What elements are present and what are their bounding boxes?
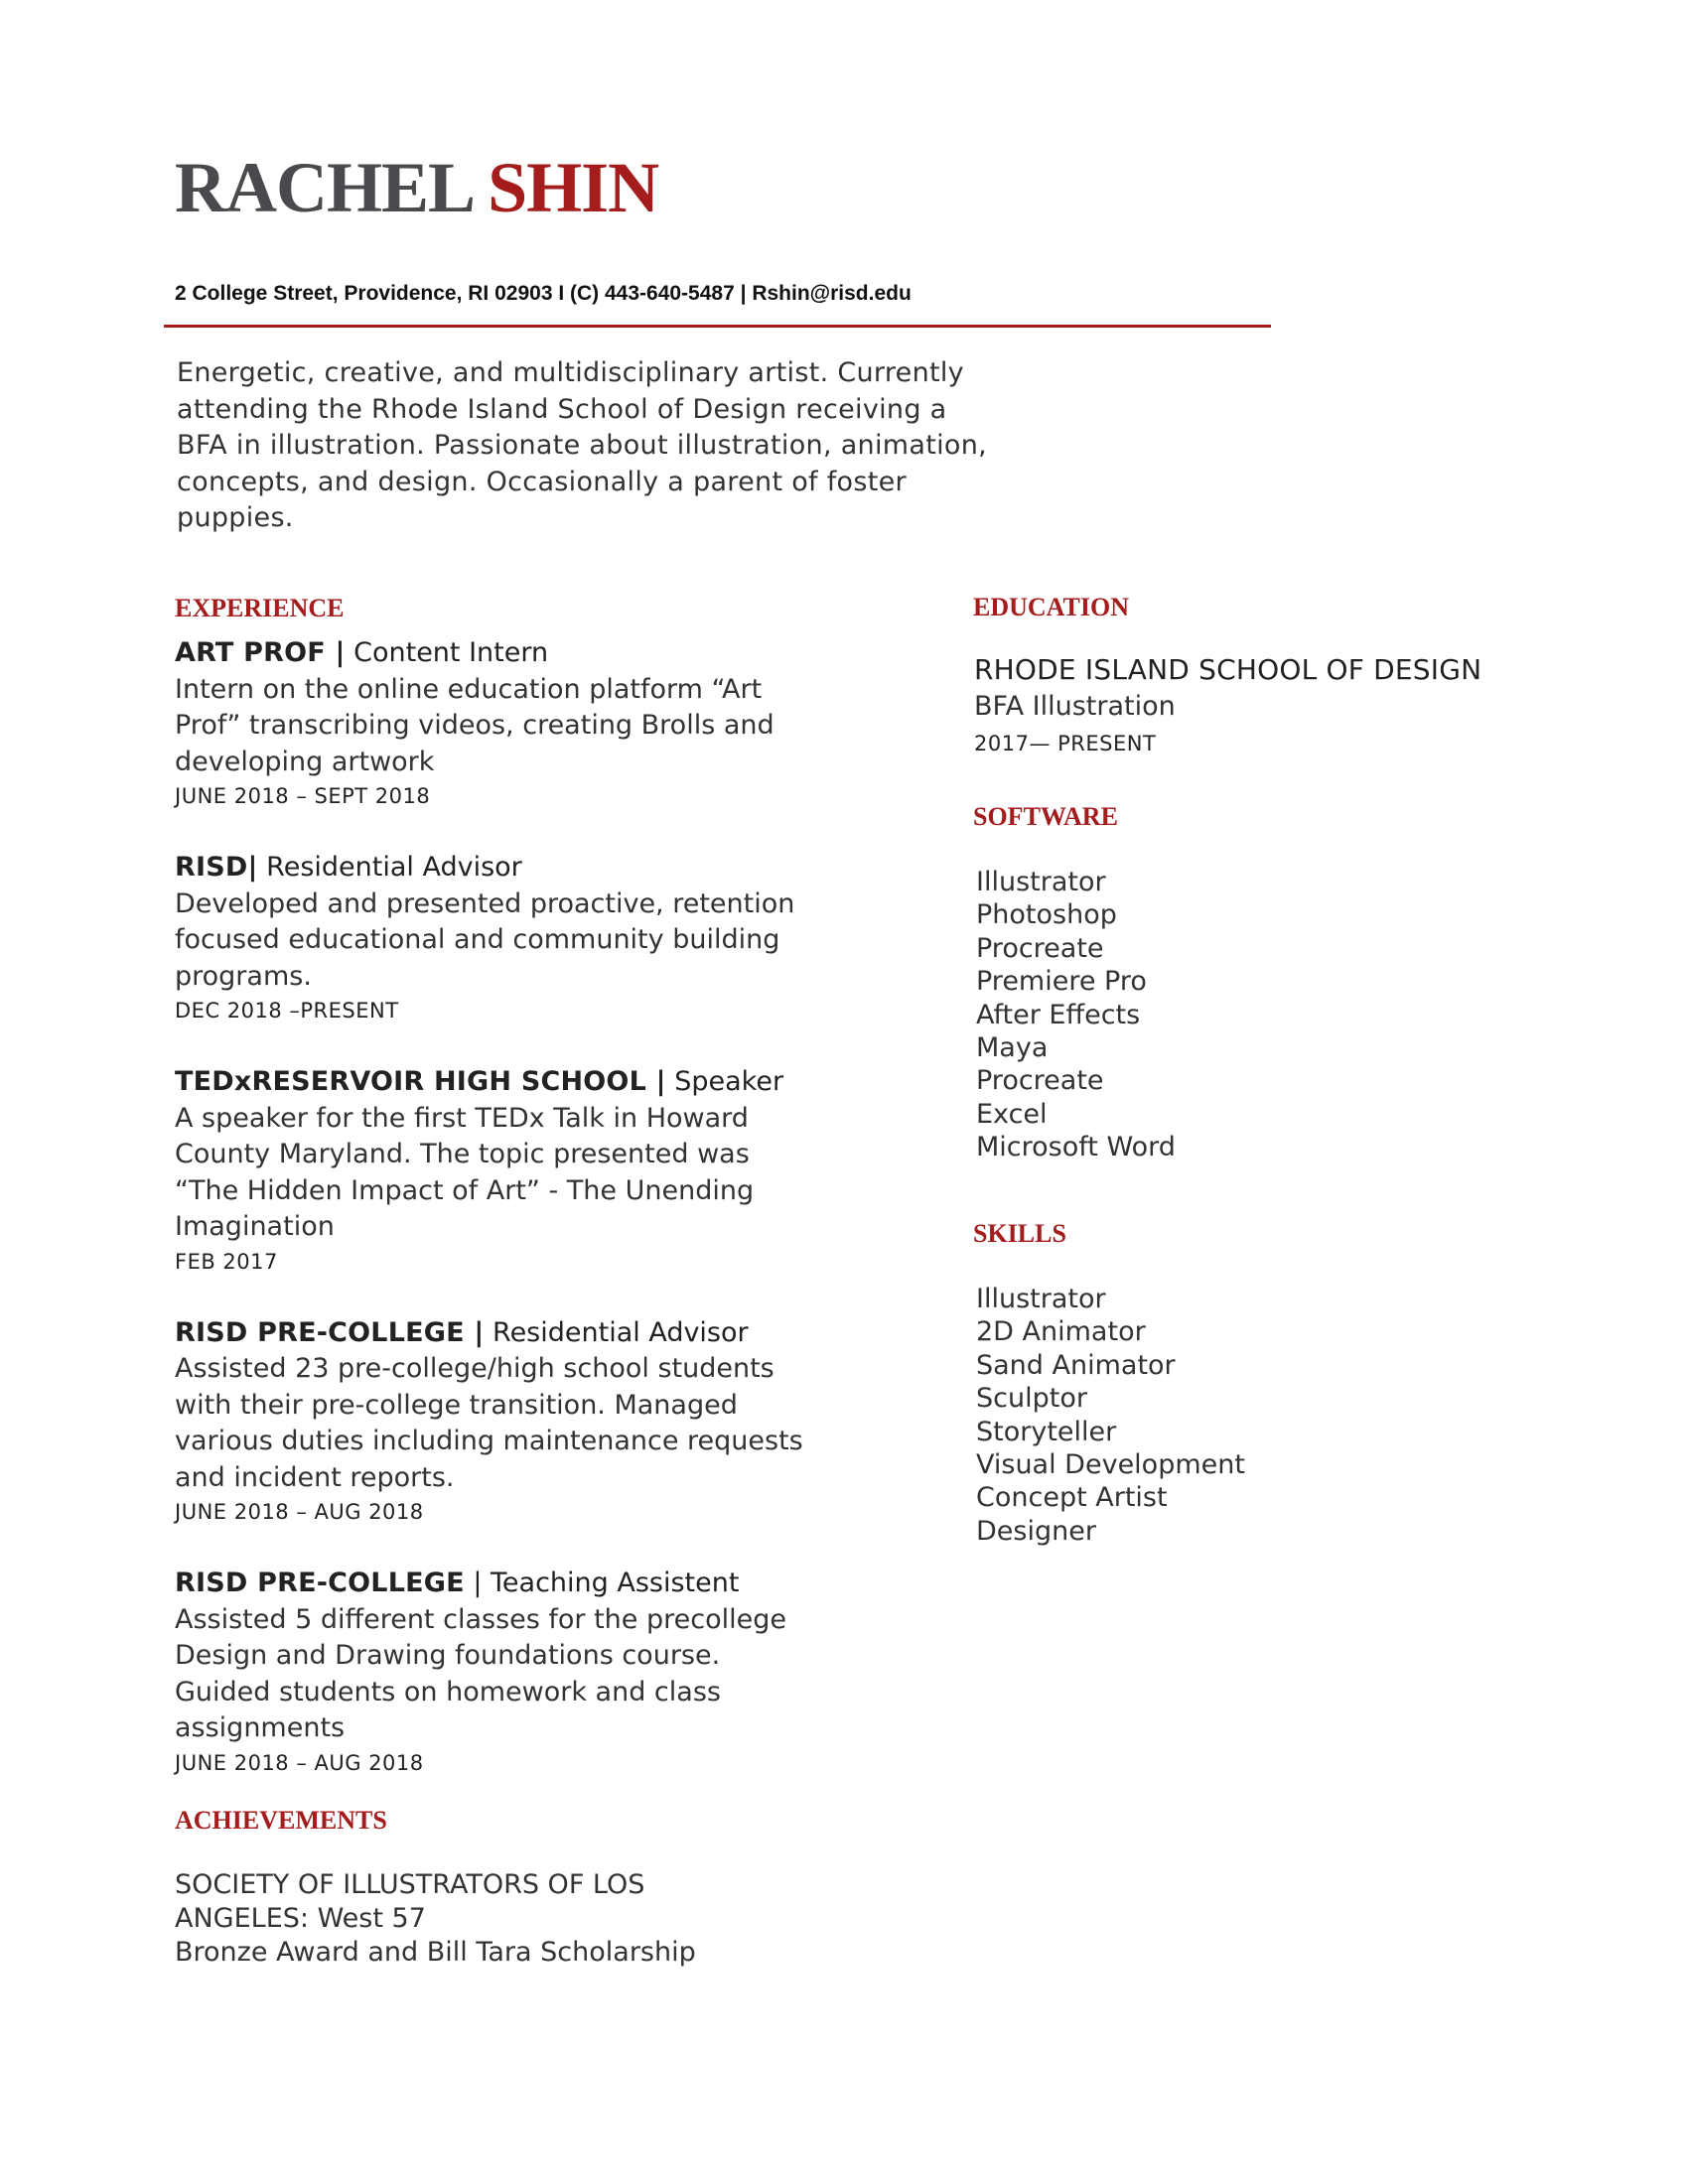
contact-line: 2 College Street, Providence, RI 02903 I (C) 443-640-5487 | Rshin@risd.edu (175, 282, 912, 305)
entry-date: FEB 2017 (175, 1249, 278, 1274)
education-section (974, 651, 1610, 762)
entry-org: TEDxRESERVOIR HIGH SCHOOL | (175, 1066, 666, 1097)
entry-title (175, 1315, 810, 1352)
list-item: Storyteller (976, 1416, 1117, 1447)
header-divider (164, 325, 1271, 328)
school-name: RHODE ISLAND SCHOOL OF DESIGN (974, 653, 1482, 686)
first-name: RACHEL (175, 148, 472, 227)
entry-role: Speaker (674, 1066, 784, 1097)
list-item: Concept Artist (976, 1482, 1168, 1514)
list-item: Designer (976, 1515, 1096, 1547)
entry-org: RISD| (175, 852, 258, 883)
entry-date: JUNE 2018 – AUG 2018 (175, 1750, 424, 1775)
entry-org: RISD PRE-COLLEGE (175, 1568, 465, 1598)
education-heading: EDUCATION (973, 593, 1129, 621)
entry-role: Residential Advisor (492, 1316, 749, 1348)
entry-date: JUNE 2018 – SEPT 2018 (175, 784, 431, 808)
entry-org: ART PROF | (175, 637, 346, 668)
entry-description: Assisted 23 pre-college/high school students with their pre-college transition. Managed various duties including maintenance requests and incident reports. (175, 1353, 803, 1493)
entry-date: DEC 2018 –PRESENT (175, 999, 399, 1023)
entry-title (175, 850, 810, 887)
entry-role: Content Intern (353, 637, 549, 668)
entry-role: Residential Advisor (266, 852, 522, 883)
experience-section (175, 635, 810, 1817)
list-item: Maya (976, 1032, 1049, 1064)
list-item: Excel (976, 1098, 1048, 1130)
software-heading: SOFTWARE (973, 802, 1118, 831)
entry-description: Assisted 5 different classes for the precollege Design and Drawing foundations course. Guided students on homework and class assignments (175, 1603, 786, 1743)
skills-list (976, 1283, 1473, 1548)
entry-description: Intern on the online education platform “Art Prof” transcribing videos, creating Brolls and developing artwork (175, 673, 774, 777)
list-item: Sand Animator (976, 1349, 1176, 1381)
achievements-heading: ACHIEVEMENTS (175, 1806, 387, 1835)
list-item: After Effects (976, 999, 1141, 1030)
entry-description: Developed and presented proactive, retention focused educational and community building programs. (175, 887, 795, 992)
list-item: Illustrator (976, 1284, 1106, 1314)
list-item: Photoshop (976, 899, 1117, 931)
entry-title (175, 635, 810, 672)
achievement-line: Bronze Award and Bill Tara Scholarship (175, 1937, 696, 1968)
experience-entry (175, 1064, 810, 1278)
achievement-line: SOCIETY OF ILLUSTRATORS OF LOS (175, 1869, 645, 1900)
achievement-line: ANGELES: West 57 (175, 1903, 426, 1934)
entry-title (175, 1064, 810, 1101)
list-item: Procreate (976, 932, 1104, 964)
experience-entry (175, 850, 810, 1026)
list-item: Sculptor (976, 1383, 1087, 1415)
experience-entry (175, 1566, 810, 1779)
list-item: Premiere Pro (976, 966, 1147, 998)
entry-date: JUNE 2018 – AUG 2018 (175, 1500, 424, 1524)
degree: BFA Illustration (974, 691, 1176, 722)
software-list (976, 866, 1473, 1164)
resume-name (175, 147, 658, 229)
experience-entry (175, 1315, 810, 1529)
skills-heading: SKILLS (973, 1219, 1066, 1248)
education-date: 2017— PRESENT (974, 732, 1157, 755)
achievements-section (175, 1868, 810, 1970)
entry-title (175, 1566, 810, 1602)
last-name: SHIN (488, 148, 659, 227)
entry-description: A speaker for the first TEDx Talk in Howard County Maryland. The topic presented was “The Hidden Impact of Art” - The Unending Imagination (175, 1102, 755, 1242)
experience-heading: EXPERIENCE (175, 594, 345, 622)
list-item: 2D Animator (976, 1316, 1146, 1348)
entry-role: | Teaching Assistent (473, 1568, 740, 1598)
list-item: Illustrator (976, 867, 1106, 897)
list-item: Microsoft Word (976, 1132, 1176, 1163)
summary-paragraph: Energetic, creative, and multidisciplinary artist. Currently attending the Rhode Island School of Design receiving a BFA in illustration. Passionate about illustration, animation, concepts, and design. Occasionally a parent of foster puppies. (177, 357, 988, 533)
experience-entry (175, 635, 810, 812)
entry-org: RISD PRE-COLLEGE | (175, 1316, 485, 1348)
list-item: Visual Development (976, 1449, 1245, 1481)
list-item: Procreate (976, 1065, 1104, 1097)
